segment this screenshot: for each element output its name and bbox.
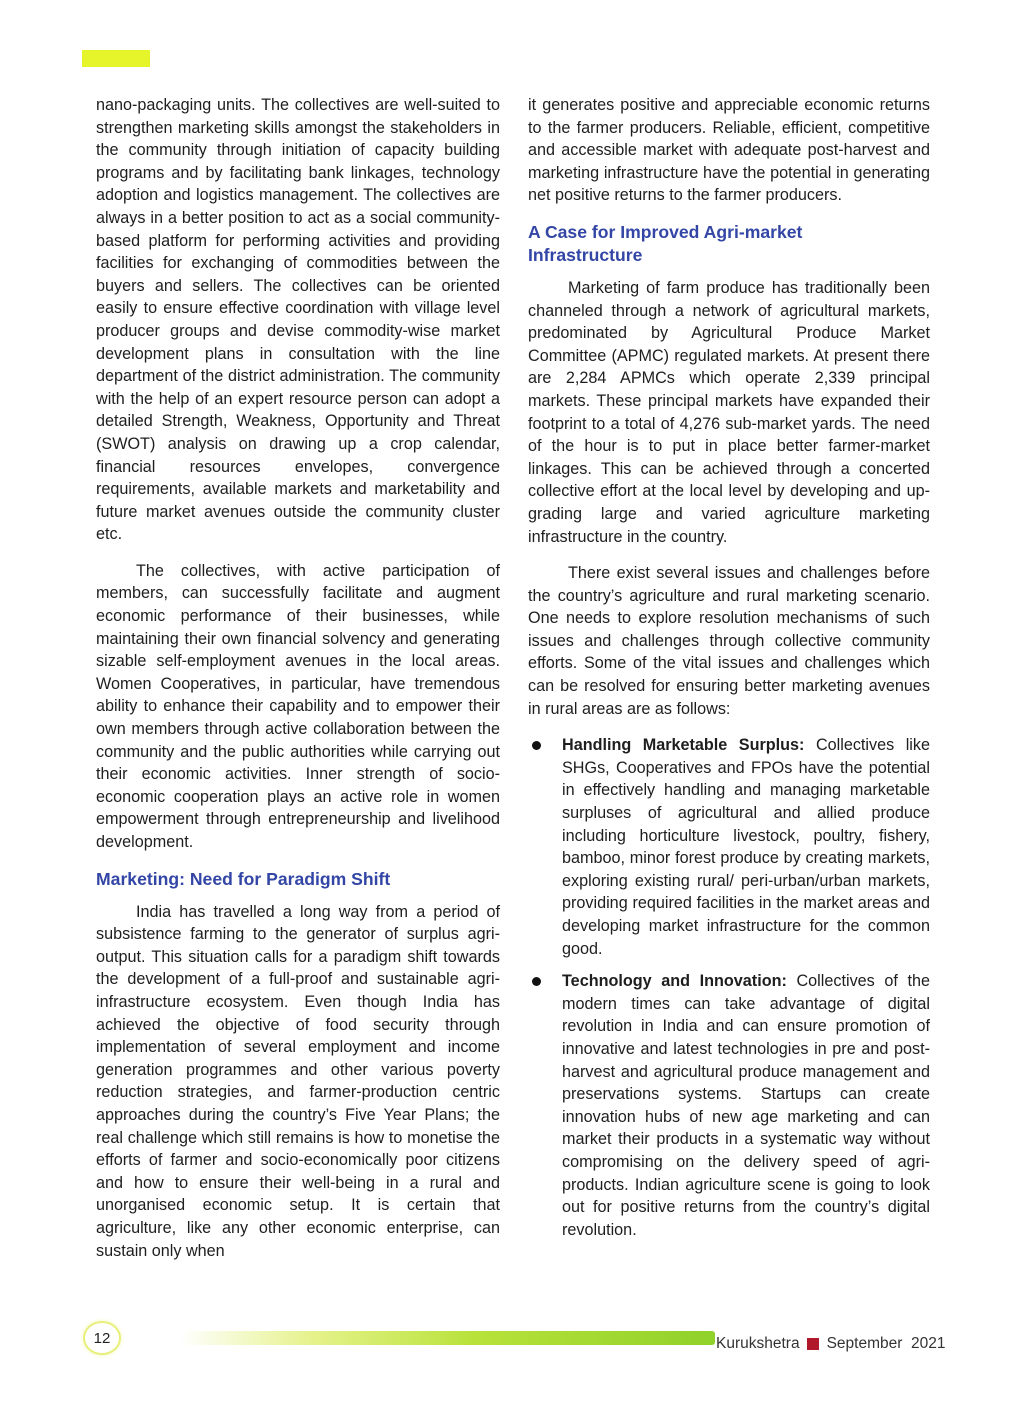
paragraph: Marketing of farm produce has traditionally been channeled through a network of agricultural markets, predominated by Agricultural Produce Market Committee (APMC) regulated markets. At present there are 2,284 APMCs which operate 2,339 principal markets. These principal markets have expanded their footprint to a total of 4,276 sub-market yards. The need of the hour is to put in place better farmer-market linkages. This can be achieved through a concerted collective effort at the local level by developing and up-grading large and varied agriculture marketing infrastructure in the country. xyxy=(528,278,930,546)
paragraph: India has travelled a long way from a period of subsistence farming to the generator of surplus agri-output. This situation calls for a paradigm shift towards the development of a full-proof and sustainable agri-infrastructure ecosystem. Even though India has achieved the objective of food security through implementation of several employment and income generation programmes and other various poverty reduction strategies, and farmer-production centric approaches during the country’s Five Year Plans; the real challenge which still remains is how to monetise the efforts of farmer and socio-economically poor citizens and how to ensure their well-being in a rural and unorganised economic setup. It is certain that agriculture, like any other economic enterprise, can sustain only when xyxy=(96,902,500,1260)
paragraph: The collectives, with active participation of members, can successfully facilitate and augment economic performance of their businesses, while maintaining their own financial solvency and generating sizable self-employment avenues in the local areas. Women Cooperatives, in particular, have tremendous ability to enhance their capability and to empower their own members through active collaboration between the community and the public authorities while carrying out their economic activities. Inner strength of socio-economic cooperation plays an active role in women empowerment through entrepreneurship and livelihood development. xyxy=(96,561,500,851)
header-color-mark xyxy=(82,50,150,67)
issue-date: September 2021 xyxy=(826,1335,946,1352)
section-heading: A Case for Improved Agri-market Infrastructure xyxy=(528,221,803,265)
page-number-text: 12 xyxy=(93,1329,111,1347)
list-item xyxy=(528,970,930,1241)
bullet-title: Handling Marketable Surplus: xyxy=(562,736,805,755)
left-column xyxy=(96,94,500,1276)
bullet-title: Technology and Innovation: xyxy=(562,972,787,991)
bullet-icon xyxy=(532,977,541,986)
separator-square-icon xyxy=(807,1338,819,1350)
section-heading: Marketing: Need for Paradigm Shift xyxy=(96,868,391,889)
list-item xyxy=(528,734,930,960)
paragraph: it generates positive and appreciable economic returns to the farmer producers. Reliable, efficient, competitive and accessible market with adequate post-harvest and marketing infrastructure have the potential in generating net positive returns to the farmer producers. xyxy=(528,96,930,205)
bullet-text: Collectives like SHGs, Cooperatives and FPOs have the potential in effectively handling and managing marketable surpluses of agricultural and allied produce including horticulture livestock, poultry, fishery, bamboo, minor forest produce by creating markets, exploring existing rural/ peri-urban/urban markets, providing required facilities in the market areas and developing market infrastructure for the common good. xyxy=(562,736,930,958)
bullet-text: Collectives of the modern times can take advantage of digital revolution in India and can ensure promotion of innovative and latest technologies in pre and post-harvest and agricultural produce management and preservations systems. Startups can create innovation hubs of new age marketing and can market their products in a systematic way without compromising on the delivery speed of agri-products. Indian agriculture scene is going to look out for positive returns from the country’s digital revolution. xyxy=(562,972,930,1239)
paragraph: nano-packaging units. The collectives are well-suited to strengthen marketing skills amongst the stakeholders in the community through initiation of capacity building programs and by facilitating bank linkages, technology adoption and logistics management. The collectives are always in a better position to act as a social community-based platform for performing activities and providing facilities for exchanging of commodities between the buyers and sellers. The collectives can be oriented easily to ensure effective coordination with village level producer groups and devise commodity-wise market development plans in consultation with the line department of the district administration. The community with the help of an expert resource person can adopt a detailed Strength, Weakness, Opportunity and Threat (SWOT) analysis on drawing up a crop calendar, financial resources envelopes, convergence requirements, available markets and marketability and future market avenues outside the community cluster etc. xyxy=(96,96,500,544)
bullet-list xyxy=(528,734,930,1241)
right-column xyxy=(528,94,930,1251)
footer-gradient-bar xyxy=(180,1331,715,1345)
bullet-icon xyxy=(532,741,541,750)
magazine-name: Kurukshetra xyxy=(716,1335,800,1352)
paragraph: There exist several issues and challenges before the country’s agriculture and rural marketing scenario. One needs to explore resolution mechanisms of such issues and challenges through collective community efforts. Some of the vital issues and challenges which can be resolved for ensuring better marketing avenues in rural areas are as follows: xyxy=(528,564,930,718)
page-number xyxy=(83,1321,121,1355)
footer-citation xyxy=(716,1335,946,1353)
